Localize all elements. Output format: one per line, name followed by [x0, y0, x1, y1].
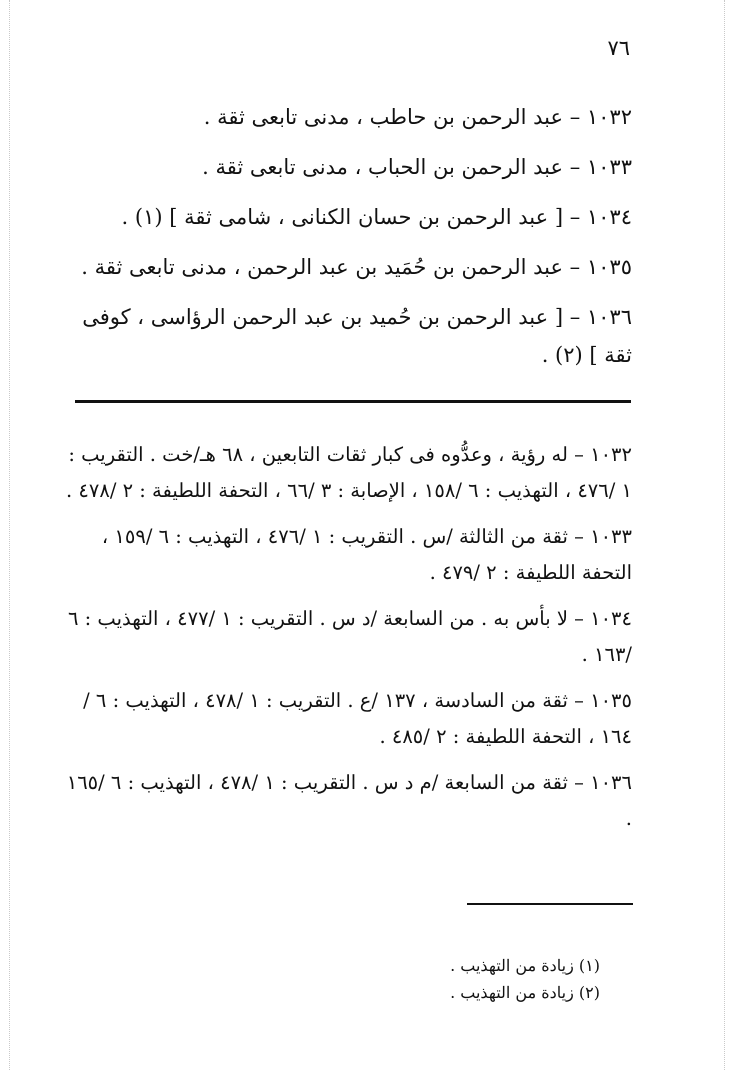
note-entry: ١٠٣٦ – ثقة من السابعة /م د س . التقريب : ١ /٤٧٨ ، التهذيب : ٦ /١٦٥ . [66, 771, 632, 830]
main-entry: ١٠٣٢ – عبد الرحمن بن حاطب ، مدنى تابعى ثقة . [203, 105, 632, 129]
footnote: (٢) زيادة من التهذيب . [450, 983, 600, 1002]
footnotes [300, 952, 600, 1006]
main-entries [62, 98, 632, 386]
note-entry: ١٠٣٣ – ثقة من الثالثة /س . التقريب : ١ /٤٧٦ ، التهذيب : ٦ /١٥٩ ، التحفة اللطيفة : ٢ /٤٧٩ . [101, 525, 632, 584]
main-entry: ١٠٣٦ – [ عبد الرحمن بن حُميد بن عبد الرحمن الرؤاسى ، كوفى ثقة ] (٢) . [82, 305, 632, 367]
notes-section [62, 437, 632, 847]
footnote: (١) زيادة من التهذيب . [450, 956, 600, 975]
note-entry: ١٠٣٥ – ثقة من السادسة ، ١٣٧ /ع . التقريب : ١ /٤٧٨ ، التهذيب : ٦ /١٦٤ ، التحفة اللطيفة : ٢ /٤٨٥ . [83, 689, 632, 748]
note-entry: ١٠٣٢ – له رؤية ، وعدُّوه فى كبار ثقات التابعين ، ٦٨ هـ/خت . التقريب : ١ /٤٧٦ ، التهذيب : ٦ /١٥٨ ، الإصابة : ٣ /٦٦ ، التحفة اللطيفة : ٢ /٤٧٨ . [66, 443, 632, 502]
section-divider [75, 400, 631, 403]
right-guide-line [724, 0, 725, 1070]
note-entry: ١٠٣٤ – لا بأس به . من السابعة /د س . التقريب : ١ /٤٧٧ ، التهذيب : ٦ /١٦٣ . [67, 607, 632, 666]
footnote-divider [467, 903, 633, 905]
page-number: ٧٦ [607, 36, 630, 60]
main-entry: ١٠٣٥ – عبد الرحمن بن حُمَيد بن عبد الرحمن ، مدنى تابعى ثقة . [81, 255, 632, 279]
main-entry: ١٠٣٤ – [ عبد الرحمن بن حسان الكنانى ، شامى ثقة ] (١) . [121, 205, 632, 229]
main-entry: ١٠٣٣ – عبد الرحمن بن الحباب ، مدنى تابعى ثقة . [202, 155, 632, 179]
left-guide-line [9, 0, 10, 1070]
